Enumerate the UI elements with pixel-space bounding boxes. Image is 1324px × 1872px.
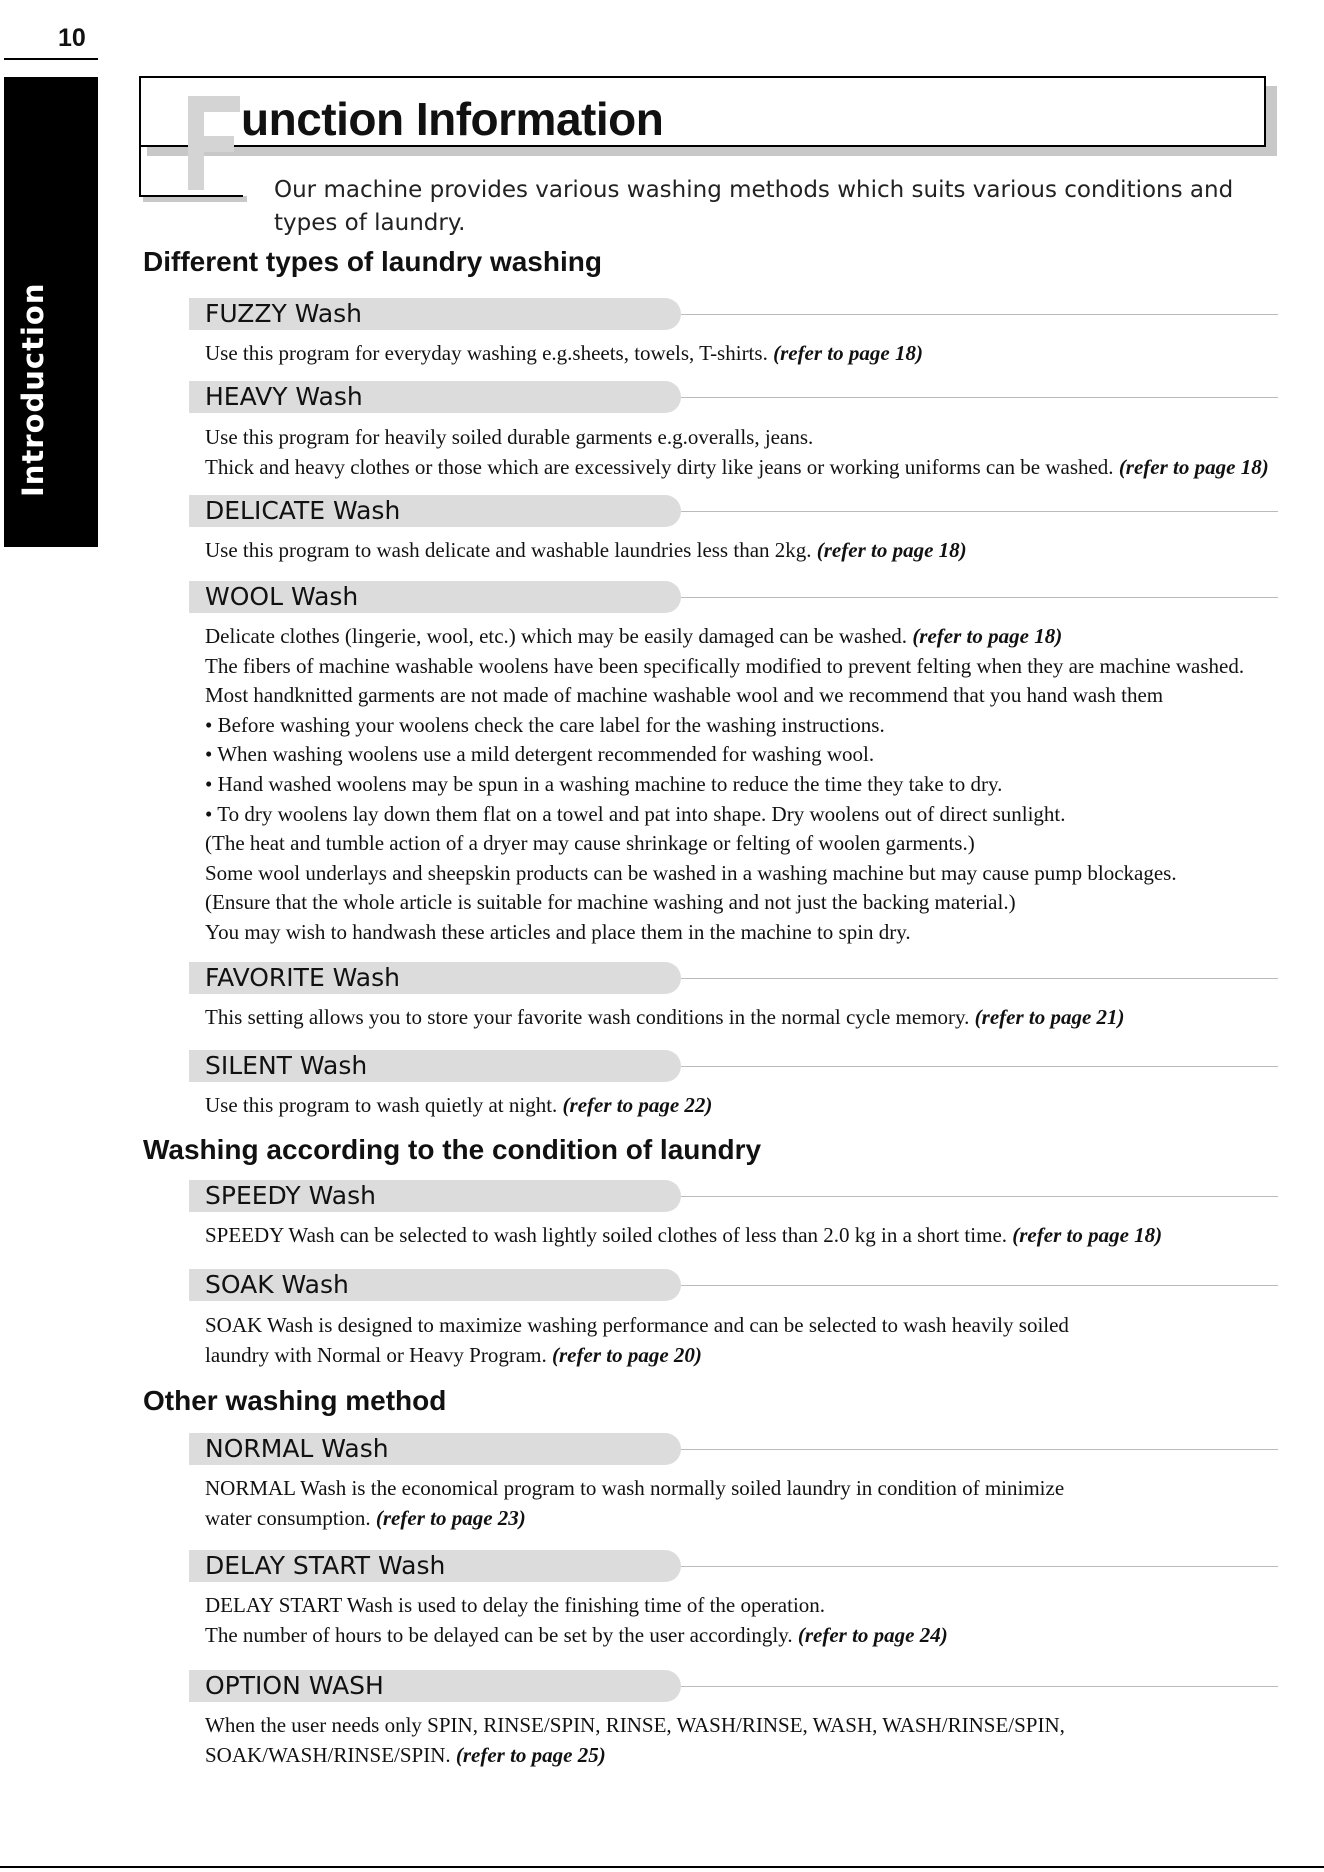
page-reference: (refer to page 22)	[562, 1093, 713, 1117]
description-line	[205, 1221, 1285, 1251]
description-line	[205, 453, 1285, 483]
program-label-rule	[681, 1066, 1278, 1067]
program-label: OPTION WASH	[205, 1671, 384, 1700]
description-line	[205, 859, 1285, 889]
description-text: • To dry woolens lay down them flat on a towel and pat into shape. Dry woolens out of direct sunlight.	[205, 801, 1066, 826]
description-line	[205, 740, 1285, 770]
program-description	[205, 1091, 1285, 1121]
page-reference: (refer to page 18)	[1118, 454, 1269, 479]
description-text: Use this program to wash quietly at night.	[205, 1093, 563, 1117]
description-text: Use this program for heavily soiled durable garments e.g.overalls, jeans.	[205, 425, 814, 449]
page-reference: (refer to page 18)	[912, 624, 1063, 648]
program-description	[205, 1003, 1285, 1033]
description-text: water consumption.	[205, 1505, 376, 1530]
page-reference: (refer to page 24)	[797, 1622, 948, 1647]
description-line	[205, 536, 1285, 566]
description-text: SOAK/WASH/RINSE/SPIN.	[205, 1742, 456, 1767]
description-text: Delicate clothes (lingerie, wool, etc.) which may be easily damaged can be washed.	[205, 624, 913, 648]
program-label-rule	[681, 1285, 1278, 1286]
program-label: WOOL Wash	[205, 582, 359, 611]
program-label-rule	[681, 597, 1278, 598]
intro-text: Our machine provides various washing methods which suits various conditions and types of laundry.	[274, 177, 1234, 236]
program-label: DELAY START Wash	[205, 1551, 446, 1580]
title-initial-letter	[186, 94, 242, 192]
description-text: When the user needs only SPIN, RINSE/SPIN, RINSE, WASH/RINSE, WASH, WASH/RINSE/SPIN,	[205, 1713, 1065, 1737]
program-label-rule	[681, 1566, 1278, 1567]
page-reference: (refer to page 20)	[552, 1342, 702, 1367]
program-label-rule	[681, 314, 1278, 315]
page-reference: (refer to page 18)	[1012, 1223, 1163, 1247]
program-description	[205, 1711, 1285, 1770]
page-reference: (refer to page 18)	[816, 538, 967, 562]
description-text: Some wool underlays and sheepskin products can be washed in a washing machine but may cause pump blockages.	[205, 860, 1177, 885]
description-text: The fibers of machine washable woolens have been specifically modified to prevent felting when they are machine washed.	[205, 653, 1245, 678]
description-text: laundry with Normal or Heavy Program.	[205, 1342, 553, 1367]
description-line	[205, 1474, 1285, 1504]
description-line	[205, 1091, 1285, 1121]
program-description	[205, 1221, 1285, 1251]
program-label: FUZZY Wash	[205, 299, 363, 328]
side-tab-label: Introduction	[16, 282, 50, 497]
program-label: DELICATE Wash	[205, 496, 401, 525]
program-label-rule	[681, 1449, 1278, 1450]
program-label: SILENT Wash	[205, 1051, 368, 1080]
description-line	[205, 918, 1285, 948]
program-label: FAVORITE Wash	[205, 963, 400, 992]
description-text: Thick and heavy clothes or those which are excessively dirty like jeans or working uniforms can be washed.	[205, 454, 1119, 479]
program-label: NORMAL Wash	[205, 1434, 389, 1463]
description-text: • Hand washed woolens may be spun in a washing machine to reduce the time they take to dry.	[205, 771, 1003, 796]
description-line	[205, 1711, 1285, 1741]
program-description	[205, 1474, 1285, 1533]
program-label-rule	[681, 1196, 1278, 1197]
description-text: Most handknitted garments are not made of machine washable wool and we recommend that you hand wash them	[205, 683, 1164, 708]
page-reference: (refer to page 25)	[455, 1742, 606, 1767]
page-number-rule	[4, 58, 98, 60]
description-line	[205, 1591, 1285, 1621]
description-text: NORMAL Wash is the economical program to wash normally soiled laundry in condition of minimize	[205, 1476, 1065, 1500]
program-description	[205, 1311, 1285, 1370]
description-text: Use this program for everyday washing e.g.sheets, towels, T-shirts.	[205, 341, 774, 365]
program-label: HEAVY Wash	[205, 382, 363, 411]
section-heading-condition: Washing according to the condition of laundry	[143, 1134, 762, 1165]
description-line	[205, 652, 1285, 682]
page-number: 10	[58, 24, 86, 52]
program-label-rule	[681, 511, 1278, 512]
description-line	[205, 800, 1285, 830]
program-label-rule	[681, 978, 1278, 979]
description-line	[205, 1621, 1285, 1651]
description-line	[205, 1741, 1285, 1771]
program-description	[205, 536, 1285, 566]
description-text: Use this program to wash delicate and washable laundries less than 2kg.	[205, 538, 817, 562]
description-text: This setting allows you to store your favorite wash conditions in the normal cycle memory.	[205, 1005, 975, 1029]
description-line	[205, 1311, 1285, 1341]
description-line	[205, 423, 1285, 453]
page-reference: (refer to page 18)	[773, 341, 923, 365]
section-heading-types: Different types of laundry washing	[143, 246, 602, 277]
program-description	[205, 622, 1285, 948]
description-line	[205, 622, 1285, 652]
program-description	[205, 1591, 1285, 1650]
description-line	[205, 1003, 1285, 1033]
description-line	[205, 888, 1285, 918]
bottom-rule	[0, 1866, 1324, 1868]
description-text: • When washing woolens use a mild detergent recommended for washing wool.	[205, 742, 875, 767]
side-tab	[4, 77, 98, 547]
description-text: You may wish to handwash these articles and place them in the machine to spin dry.	[205, 919, 911, 944]
description-text: • Before washing your woolens check the care label for the washing instructions.	[205, 712, 885, 737]
page-title: unction Information	[241, 93, 664, 145]
program-label: SOAK Wash	[205, 1270, 349, 1299]
description-line	[205, 770, 1285, 800]
program-description	[205, 339, 1285, 369]
page-reference: (refer to page 21)	[974, 1005, 1125, 1029]
description-text: SOAK Wash is designed to maximize washing performance and can be selected to wash heavily soiled	[205, 1313, 1069, 1337]
description-text: (Ensure that the whole article is suitable for machine washing and not just the backing material.)	[205, 890, 1016, 915]
program-description	[205, 423, 1285, 482]
description-text: (The heat and tumble action of a dryer may cause shrinkage or felting of woolen garments.)	[205, 831, 975, 856]
description-text: SPEEDY Wash can be selected to wash lightly soiled clothes of less than 2.0 kg in a short time.	[205, 1223, 1013, 1247]
description-text: DELAY START Wash is used to delay the finishing time of the operation.	[205, 1593, 826, 1617]
description-line	[205, 829, 1285, 859]
program-label: SPEEDY Wash	[205, 1181, 376, 1210]
description-line	[205, 681, 1285, 711]
program-label-rule	[681, 1686, 1278, 1687]
program-label-rule	[681, 397, 1278, 398]
section-heading-other: Other washing method	[143, 1385, 447, 1416]
description-line	[205, 711, 1285, 741]
page-reference: (refer to page 23)	[375, 1505, 526, 1530]
description-text: The number of hours to be delayed can be set by the user accordingly.	[205, 1622, 798, 1647]
description-line	[205, 1504, 1285, 1534]
description-line	[205, 1341, 1285, 1371]
description-line	[205, 339, 1285, 369]
